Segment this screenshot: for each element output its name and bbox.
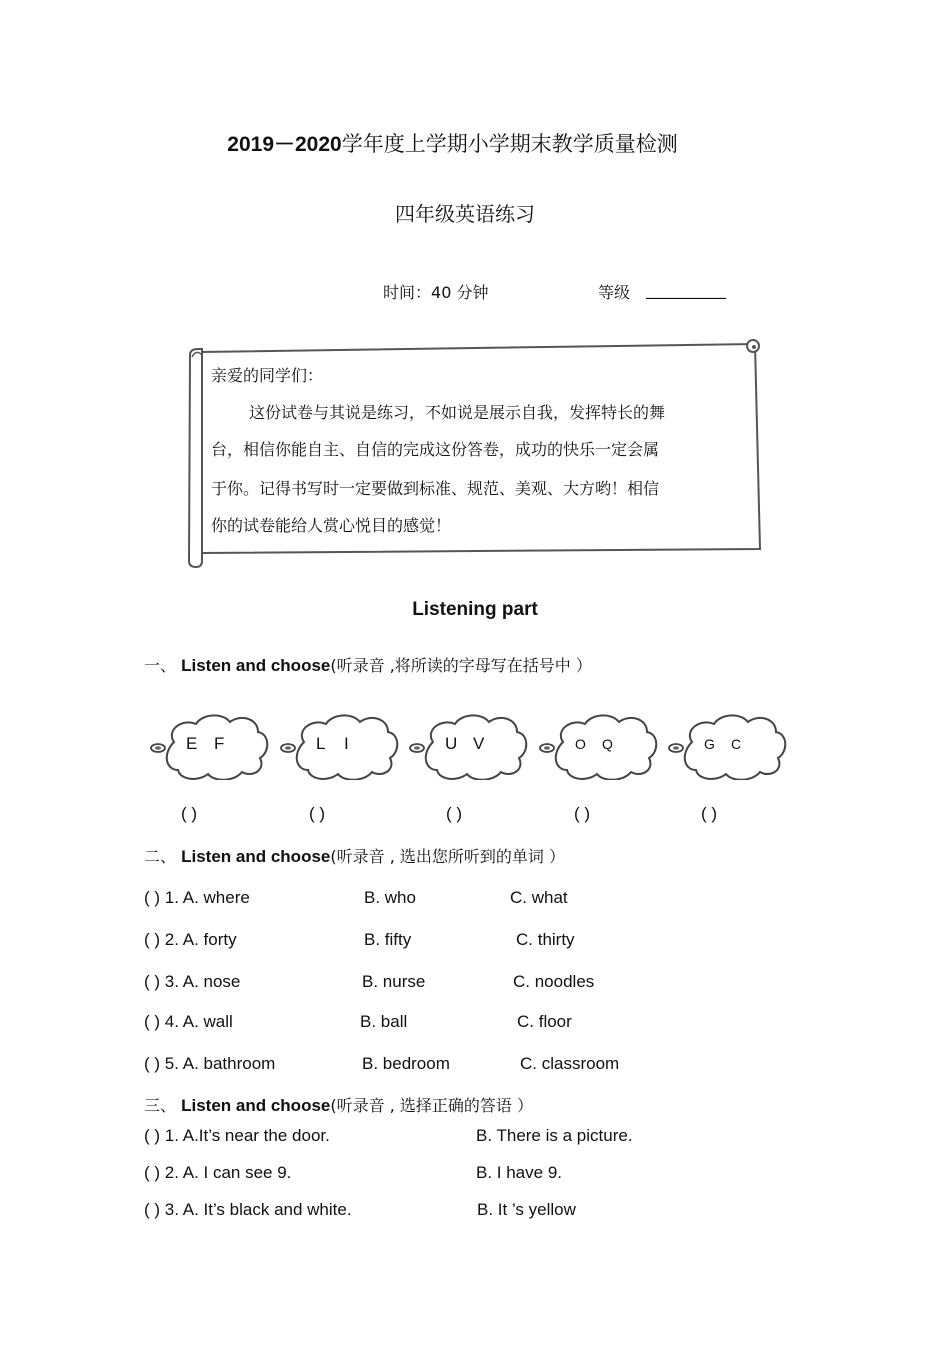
letter-line-3: 于你。记得书写时一定要做到标准、规范、美观、大方哟！相信 (211, 479, 660, 498)
p2-q3: ( ) 3. A. nose (144, 972, 241, 991)
p2-q1-c: C. what (510, 888, 568, 907)
p3-q1-b: B. There is a picture. (476, 1126, 633, 1145)
p3-q2-b: B. I have 9. (476, 1163, 562, 1182)
time-label: 时间： (383, 283, 432, 302)
answer-paren-1[interactable]: ( ) (181, 804, 198, 823)
page-subtitle: 四年级英语练习 (395, 202, 535, 226)
cloud-5-letter-b: C (731, 736, 742, 752)
cloud-4-letter-a: O (575, 736, 586, 752)
p3-q3-b: B. It ’s yellow (477, 1200, 576, 1219)
cloud-5 (666, 710, 791, 780)
answer-paren-2[interactable]: ( ) (309, 804, 326, 823)
p2-q5-c: C. classroom (520, 1054, 620, 1073)
p2-q4: ( ) 4. A. wall (144, 1012, 233, 1031)
cloud-1-letter-a: E (186, 734, 198, 753)
p2-q2-b: B. fifty (364, 930, 412, 949)
p2-q2-c: C. thirty (516, 930, 575, 949)
answer-paren-5[interactable]: ( ) (701, 804, 718, 823)
page-title (0, 128, 905, 158)
answer-paren-3[interactable]: ( ) (446, 804, 463, 823)
cloud-2 (278, 710, 403, 780)
p2-q4-c: C. floor (517, 1012, 572, 1031)
section-title: Listening part (412, 599, 538, 620)
title-year: 2019－2020 (227, 133, 342, 156)
p3-q2: ( ) 2. A. I can see 9. (144, 1163, 292, 1182)
cloud-1-letter-b: F (214, 734, 225, 753)
part3-heading (144, 1093, 533, 1116)
p2-q3-b: B. nurse (362, 972, 426, 991)
cloud-3-letter-b: V (473, 734, 485, 753)
title-text: 学年度上学期小学期末教学质量检测 (341, 132, 678, 156)
p2-q1: ( ) 1. A. where (144, 888, 250, 907)
answer-paren-4[interactable]: ( ) (574, 804, 591, 823)
letter-line-1: 这份试卷与其说是练习，不如说是展示自我，发挥特长的舞 (249, 403, 666, 422)
part1-num: 一、 (144, 656, 177, 675)
p3-q1: ( ) 1. A.It’s near the door. (144, 1126, 330, 1145)
p2-q2: ( ) 2. A. forty (144, 930, 237, 949)
letter-greeting: 亲爱的同学们： (211, 366, 324, 385)
part1-en: Listen and choose (181, 656, 331, 675)
p3-q3: ( ) 3. A. It’s black and white. (144, 1200, 352, 1219)
time-value: 40 分钟 (431, 283, 489, 302)
part2-heading (144, 844, 565, 867)
p2-q4-b: B. ball (360, 1012, 408, 1031)
p2-q3-c: C. noodles (513, 972, 595, 991)
cloud-4 (537, 710, 662, 780)
grade-label: 等级 (598, 283, 631, 302)
letter-line-2: 台，相信你能自主、自信的完成这份答卷，成功的快乐一定会属 (211, 440, 660, 459)
part3-num: 三、 (144, 1096, 177, 1115)
part3-cn: (听录音 , 选择正确的答语 ） (330, 1096, 533, 1115)
part2-cn: (听录音 , 选出您所听到的单词 ） (330, 847, 565, 866)
p2-q5-b: B. bedroom (362, 1054, 450, 1073)
p2-q5: ( ) 5. A. bathroom (144, 1054, 276, 1073)
letter-line-4: 你的试卷能给人赏心悦目的感觉！ (211, 516, 452, 535)
p2-q1-b: B. who (364, 888, 416, 907)
cloud-1 (148, 710, 273, 780)
cloud-3 (407, 710, 532, 780)
part2-num: 二、 (144, 847, 177, 866)
cloud-2-letter-b: I (344, 734, 349, 753)
part1-heading (144, 653, 592, 676)
part2-en: Listen and choose (181, 847, 331, 866)
cloud-3-letter-a: U (445, 734, 458, 753)
time-info (383, 280, 488, 303)
cloud-2-letter-a: L (316, 734, 326, 753)
cloud-4-letter-b: Q (602, 736, 613, 752)
cloud-5-letter-a: G (704, 736, 715, 752)
part1-cn: (听录音 ,将所读的字母写在括号中 ） (330, 656, 592, 675)
part3-en: Listen and choose (181, 1096, 331, 1115)
grade-blank[interactable]: __________ (646, 280, 726, 299)
